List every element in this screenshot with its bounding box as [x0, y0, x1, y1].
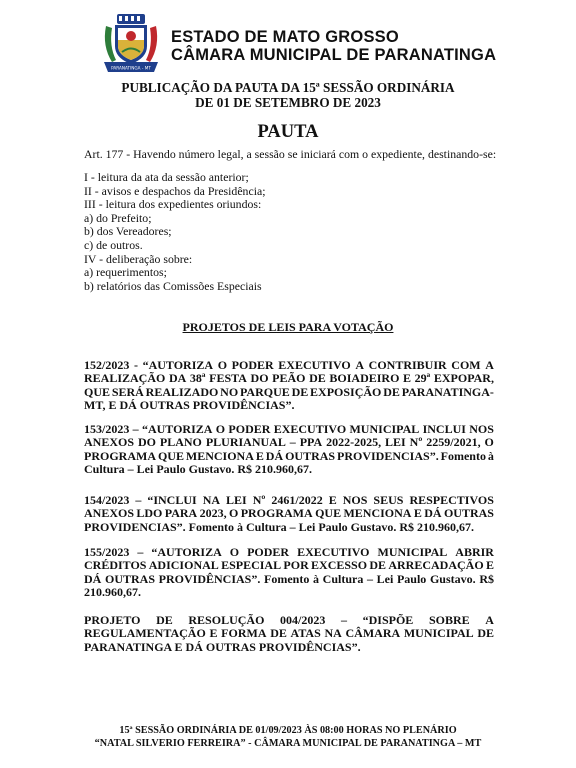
- project-154-2023: [84, 494, 494, 534]
- project-line: 152/2023 - “AUTORIZA O PODER EXECUTIVO A CONTRIBUIR COM A: [84, 358, 494, 372]
- section-title-text: PROJETOS DE LEIS PARA VOTAÇÃO: [182, 320, 394, 334]
- project-line: 154/2023 – “INCLUI NA LEI Nº 2461/2022 E NOS SEUS RESPECTIVOS: [84, 493, 494, 507]
- project-155-2023: [84, 546, 494, 600]
- document-header: [100, 12, 540, 78]
- pauta-title: PAUTA: [257, 122, 319, 142]
- project-line: 153/2023 – “AUTORIZA O PODER EXECUTIVO MUNICIPAL INCLUI NOS: [84, 422, 494, 436]
- footer-line-2: “NATAL SILVERIO FERREIRA” - CÂMARA MUNICIPAL DE PARANATINGA – MT: [94, 738, 482, 749]
- project-line: 155/2023 – “AUTORIZA O PODER EXECUTIVO MUNICIPAL ABRIR: [84, 545, 494, 559]
- project-line: PROVIDENCIAS”. Fomento à Cultura – Lei Paulo Gustavo. R$ 210.960,67.: [84, 519, 475, 534]
- project-line: ANEXOS DO PLANO PLURIANUAL – PPA 2022-2025, LEI Nº 2259/2021, O: [84, 435, 494, 450]
- agenda-item: III - leitura dos expedientes oriundos:: [84, 197, 262, 212]
- agenda-item: a) do Prefeito;: [84, 210, 152, 225]
- project-line: MT, E DÁ OUTRAS PROVIDÊNCIAS”.: [84, 398, 295, 413]
- project-line: REALIZAÇÃO DA 38ª FESTA DO PEÃO DE BOIADEIRO E 29ª EXPOPAR,: [84, 371, 494, 386]
- project-152-2023: [84, 359, 494, 413]
- agenda-item: b) dos Vereadores;: [84, 224, 172, 239]
- project-line: PROJETO DE RESOLUÇÃO 004/2023 – “DISPÕE SOBRE A: [84, 613, 494, 627]
- agenda-item: a) requerimentos;: [84, 265, 167, 280]
- agenda-list: [84, 171, 265, 293]
- project-line: DÁ OUTRAS PROVIDÊNCIAS”. Fomento à Cultura – Lei Paulo Gustavo. R$: [84, 571, 494, 586]
- document-footer: [0, 724, 576, 750]
- header-state-title: ESTADO DE MATO GROSSO: [171, 28, 399, 46]
- agenda-item: c) de outros.: [84, 237, 143, 252]
- article-text: Art. 177 - Havendo número legal, a sessão se iniciará com o expediente, destinando-se:: [84, 147, 497, 161]
- publication-line-2: DE 01 DE SETEMBRO DE 2023: [195, 95, 381, 110]
- agenda-item: IV - deliberação sobre:: [84, 251, 193, 266]
- resolution-project-004-2023: [84, 614, 494, 654]
- coat-of-arms-icon: [100, 12, 162, 74]
- project-line: PARANATINGA E DÁ OUTRAS PROVIDÊNCIAS”.: [84, 639, 361, 654]
- agenda-item: II - avisos e despachos da Presidência;: [84, 183, 266, 198]
- crest-banner-text: PARANATINGA - MT: [111, 65, 151, 71]
- agenda-item: I - leitura da ata da sessão anterior;: [84, 170, 249, 184]
- section-title: [0, 320, 576, 335]
- publication-heading: [0, 80, 576, 110]
- publication-line-1: PUBLICAÇÃO DA PAUTA DA 15ª SESSÃO ORDINÁRIA: [121, 80, 455, 95]
- project-line: REGULAMENTAÇÃO E FORMA DE ATAS NA CÂMARA MUNICIPAL DE: [84, 626, 494, 641]
- project-line: PROGRAMA QUE MENCIONA E DÁ OUTRAS PROVIDENCIAS”. Fomento à: [84, 448, 494, 463]
- footer-line-1: 15ª SESSÃO ORDINÁRIA DE 01/09/2023 ÀS 08:00 HORAS NO PLENÁRIO: [119, 725, 457, 736]
- header-chamber-title: CÂMARA MUNICIPAL DE PARANATINGA: [171, 46, 497, 64]
- project-line: Cultura – Lei Paulo Gustavo. R$ 210.960,67.: [84, 462, 313, 477]
- agenda-item: b) relatórios das Comissões Especiais: [84, 278, 262, 293]
- project-line: CRÉDITOS ADICIONAL ESPECIAL POR EXCESSO DE ARRECADAÇÃO E: [84, 558, 494, 573]
- project-line: QUE SERÁ REALIZADO NO PARQUE DE EXPOSIÇÃO DE PARANATINGA-: [84, 384, 494, 399]
- project-line: ANEXOS LDO PARA 2023, O PROGRAMA QUE MENCIONA E DÁ OUTRAS: [84, 506, 494, 521]
- project-line: 210.960,67.: [84, 585, 141, 600]
- project-153-2023: [84, 423, 494, 477]
